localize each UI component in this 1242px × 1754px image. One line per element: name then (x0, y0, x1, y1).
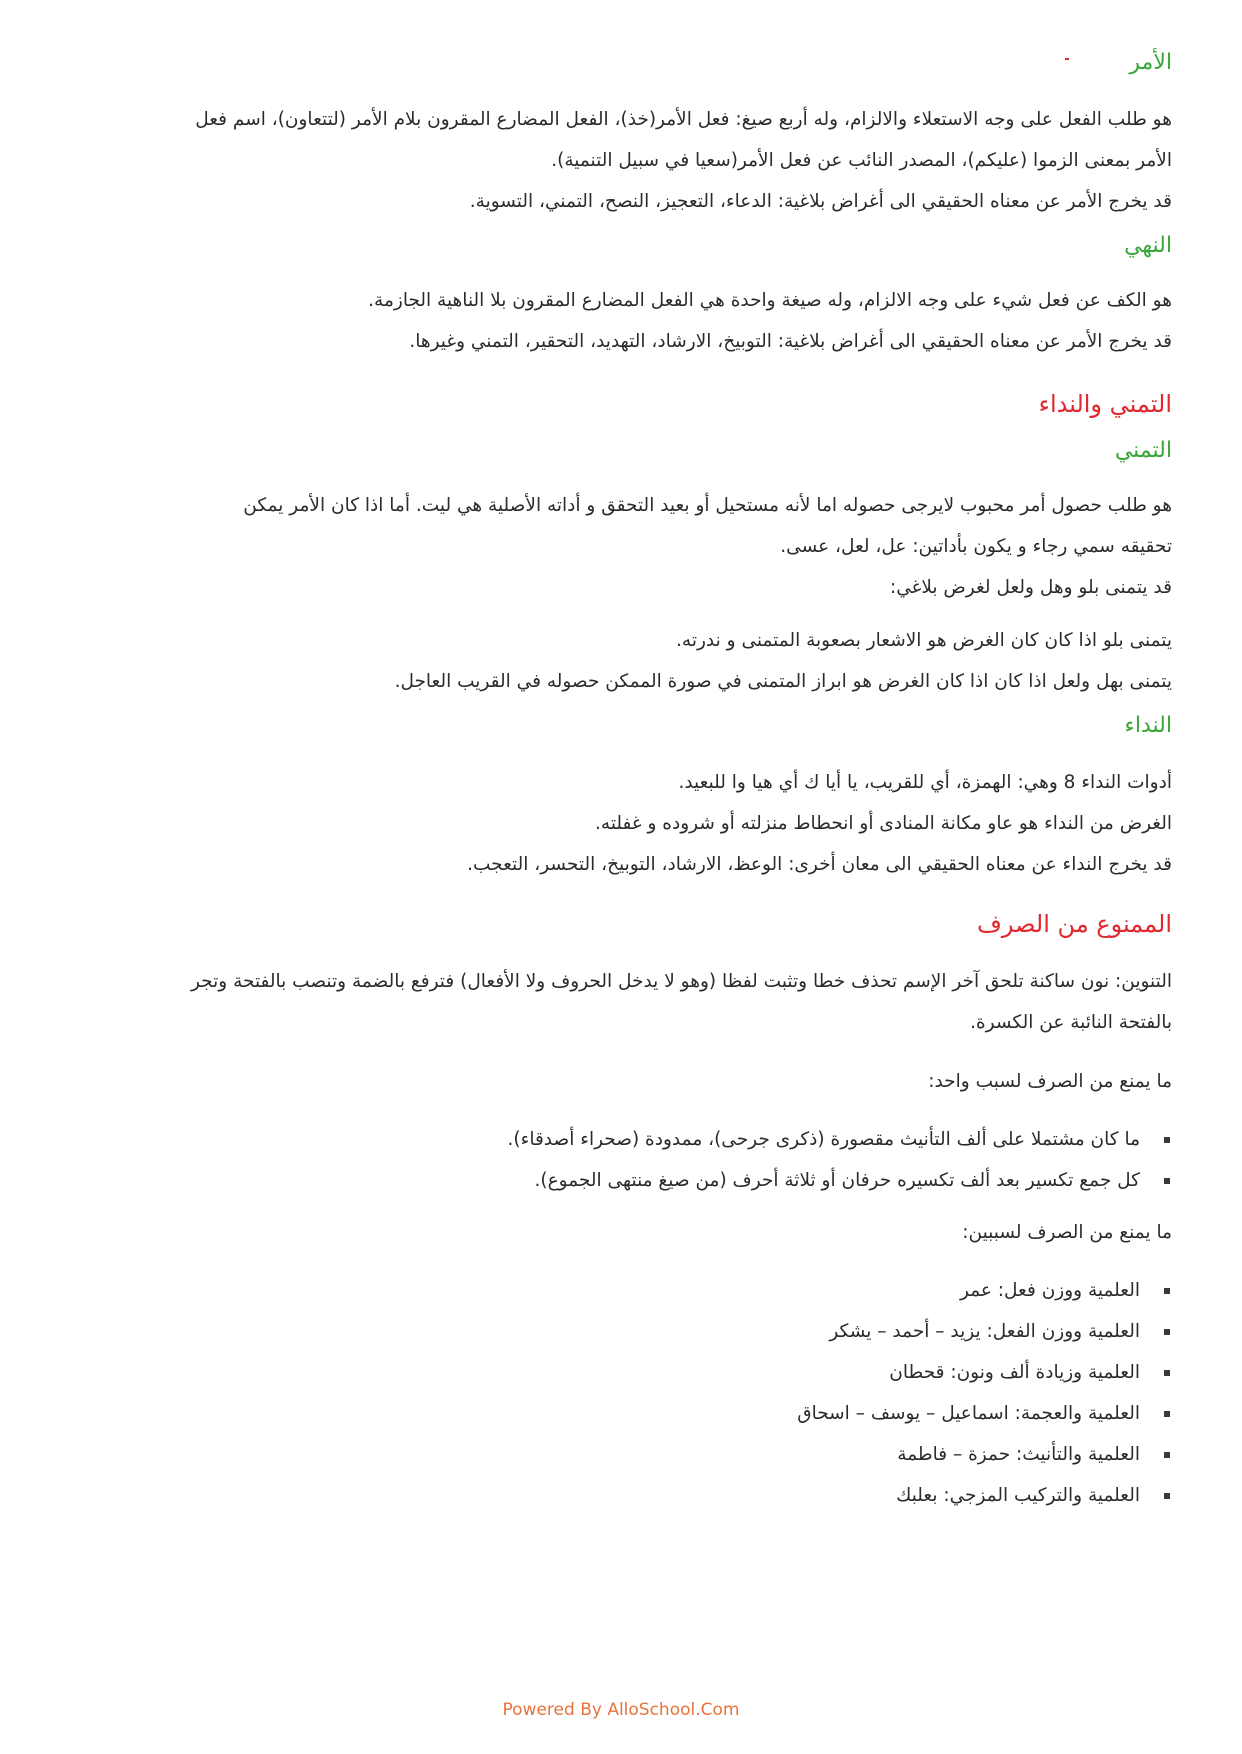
heading-mamnu: الممنوع من الصرف (977, 910, 1172, 938)
footer-credit[interactable]: Powered By AlloSchool.Com (502, 1700, 740, 1720)
list-item: العلمية والتأنيث: حمزة – فاطمة (78, 1434, 1172, 1475)
one-cause-title (78, 1061, 1172, 1102)
paragraph: أدوات النداء 8 وهي: الهمزة، أي للقريب، يا أيا ك أي هيا وا للبعيد. (678, 772, 1172, 793)
paragraph: قد يخرج الأمر عن معناه الحقيقي الى أغراض بلاغية: الدعاء، التعجيز، النصح، التمني، التسوية. (469, 191, 1172, 212)
heading-nida: النداء (1124, 713, 1172, 738)
paragraph: التنوين: نون ساكنة تلحق آخر الإسم تحذف خطا وتثبت لفظا (وهو لا يدخل الحروف ولا الأفعال) فترفع بالضمة وتنصب بالفتحة وتجر (190, 971, 1172, 992)
section-amr-body (78, 99, 1172, 222)
paragraph: قد يخرج الأمر عن معناه الحقيقي الى أغراض بلاغية: التوبيخ، الارشاد، التهديد، التحقير، التمني وغيرها. (409, 331, 1172, 352)
paragraph: قد يتمنى بلو وهل ولعل لغرض بلاغي: (890, 577, 1172, 598)
paragraph: يتمنى بلو اذا كان كان الغرض هو الاشعار بصعوبة المتمنى و ندرته. (676, 630, 1172, 651)
paragraph: الأمر بمعنى الزموا (عليكم)، المصدر النائب عن فعل الأمر(سعيا في سبيل التنمية). (551, 150, 1172, 171)
heading-amr: الأمر (1129, 50, 1172, 75)
two-cause-title (78, 1212, 1172, 1253)
paragraph: هو الكف عن فعل شيء على وجه الالزام، وله صيغة واحدة هي الفعل المضارع المقرون بلا الناهية الجازمة. (368, 290, 1172, 311)
section-mamnu-intro (78, 961, 1172, 1043)
paragraph: هو طلب حصول أمر محبوب لايرجى حصوله اما لأنه مستحيل أو بعيد التحقق و أداته الأصلية هي ليت. أما اذا كان الأمر يمكن (243, 495, 1172, 516)
heading-nahy: النهي (1124, 233, 1172, 258)
section-tamanni-body (78, 485, 1172, 608)
paragraph: قد يخرج النداء عن معناه الحقيقي الى معان أخرى: الوعظ، الارشاد، التوبيخ، التحسر، التعجب. (467, 854, 1172, 875)
list-item: ما كان مشتملا على ألف التأنيث مقصورة (ذكرى جرحى)، ممدودة (صحراء أصدقاء). (78, 1119, 1172, 1160)
list-item: العلمية ووزن الفعل: يزيد – أحمد – يشكر (78, 1311, 1172, 1352)
paragraph: يتمنى بهل ولعل اذا كان اذا كان الغرض هو ابراز المتمنى في صورة الممكن حصوله في القريب العاجل. (394, 671, 1172, 692)
heading-tamanni-nida: التمني والنداء (1038, 390, 1172, 418)
two-cause-list (78, 1270, 1172, 1516)
section-nahy-body (78, 280, 1172, 362)
list-item: العلمية والعجمة: اسماعيل – يوسف – اسحاق (78, 1393, 1172, 1434)
paragraph: الغرض من النداء هو عاو مكانة المنادى أو انحطاط منزلته أو شروده و غفلته. (595, 813, 1172, 834)
list-item: العلمية والتركيب المزجي: بعلبك (78, 1475, 1172, 1516)
paragraph: هو طلب الفعل على وجه الاستعلاء والالزام، وله أربع صيغ: فعل الأمر(خذ)، الفعل المضارع المقرون بلام الأمر (لتتعاون)، اسم فعل (195, 109, 1172, 130)
section-tamanni-examples (78, 620, 1172, 702)
list-item: العلمية وزيادة ألف ونون: قحطان (78, 1352, 1172, 1393)
paragraph: تحقيقه سمي رجاء و يكون بأداتين: عل، لعل، عسى. (780, 536, 1172, 557)
one-cause-list (78, 1119, 1172, 1201)
list-item: كل جمع تكسير بعد ألف تكسيره حرفان أو ثلاثة أحرف (من صيغ منتهى الجموع). (78, 1160, 1172, 1201)
section-nida-body (78, 762, 1172, 885)
paragraph: بالفتحة النائبة عن الكسرة. (970, 1012, 1172, 1033)
paragraph: ما يمنع من الصرف لسبب واحد: (928, 1071, 1172, 1092)
list-item: العلمية ووزن فعل: عمر (78, 1270, 1172, 1311)
paragraph: ما يمنع من الصرف لسببين: (962, 1222, 1172, 1243)
heading-tamanni: التمني (1114, 438, 1172, 463)
